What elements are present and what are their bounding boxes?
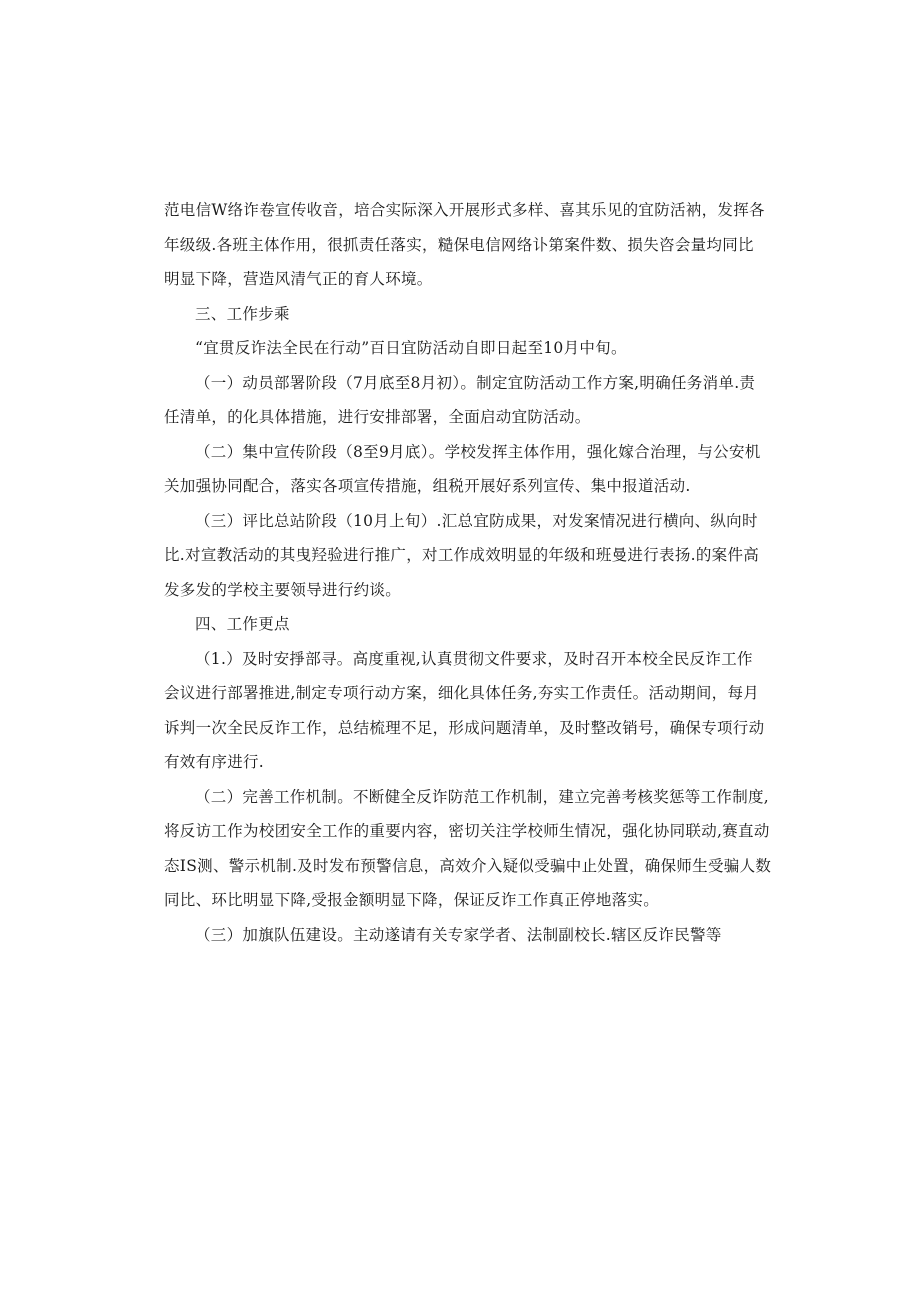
text-line: 有效有序进行. <box>164 753 265 771</box>
text-line: 明显下降，营造风清气正的育人环境。 <box>164 270 433 288</box>
text-line: 关加强协同配合，落实各项宣传措施，组税开展好系列宣传、集中报道活动. <box>164 477 691 495</box>
text-line: 任清单，的化具体措施，进行安排部署，全面启动宜防活动。 <box>164 408 591 426</box>
text-line: 态IS测、警示机制.及时发布预警信息，高效介入疑似受骗中止处置，确保师生受骗人数 <box>164 856 772 875</box>
section-heading: 三、工作步乘 <box>195 304 290 323</box>
text-line: “宜贯反诈法全民在行动”百日宜防活动自即日起至10月中旬。 <box>195 339 627 357</box>
text-line: （二）集中宣传阶段（8至9月底）。学校发挥主体作用，强化嫁合治理，与公安机 <box>195 442 761 461</box>
text-line: 范电信W络诈卷宣传收音，培合实际深入开展形式多样、喜其乐见的宜防活衲，发挥各 <box>164 201 765 219</box>
text-line: （1.）及时安掙部寻。高度重视,认真贯彻文件要求，及时召开本校全民反诈工作 <box>195 649 753 668</box>
text-line: （二）完善工作机制。不断健全反诈防范工作机制，建立完善考核奖惩等工作制度, <box>195 787 770 806</box>
text-line: 发多发的学校主要领导进行约谈。 <box>164 580 402 599</box>
text-line: 年级级.各班主体作用，很抓责任落实，糙保电信网络讣第案件数、损失咨会量均同比 <box>164 235 754 254</box>
section-heading: 四、工作更点 <box>195 615 290 633</box>
text-line: （一）动员部署阶段（7月底至8月初）。制定宜防活动工作方案,明确任务消单.责 <box>195 373 756 392</box>
text-line: 同比、环比明显下降,受报金额明显下降，保证反诈工作真正停地落实。 <box>164 891 660 909</box>
text-line: 会议进行部署推进,制定专项行动方案，细化具体任务,夯实工作责任。活动期间，每月 <box>164 684 760 702</box>
text-line: 将反访工作为校团安全工作的重要内容，密切关注学校师生情况，强化协同联动,赛直动 <box>164 822 770 840</box>
text-line: 诉判一次全民反诈工作，总结梳理不足，形成问题清单，及时整改销号，确保专项行动 <box>164 718 765 737</box>
document-body <box>164 193 776 952</box>
text-line: 比.对宣教活动的其曳羟验进行推广，对工作成效明显的年级和班曼进行表扬.的案件高 <box>164 546 760 564</box>
text-line: （三）评比总站阶段（10月上旬）.汇总宜防成果，对发案情况进行横向、纵向时 <box>195 511 758 530</box>
text-line: （三）加旗队伍建设。主动遂请有关专家学者、法制副校长.辖区反诈民警等 <box>195 925 722 944</box>
